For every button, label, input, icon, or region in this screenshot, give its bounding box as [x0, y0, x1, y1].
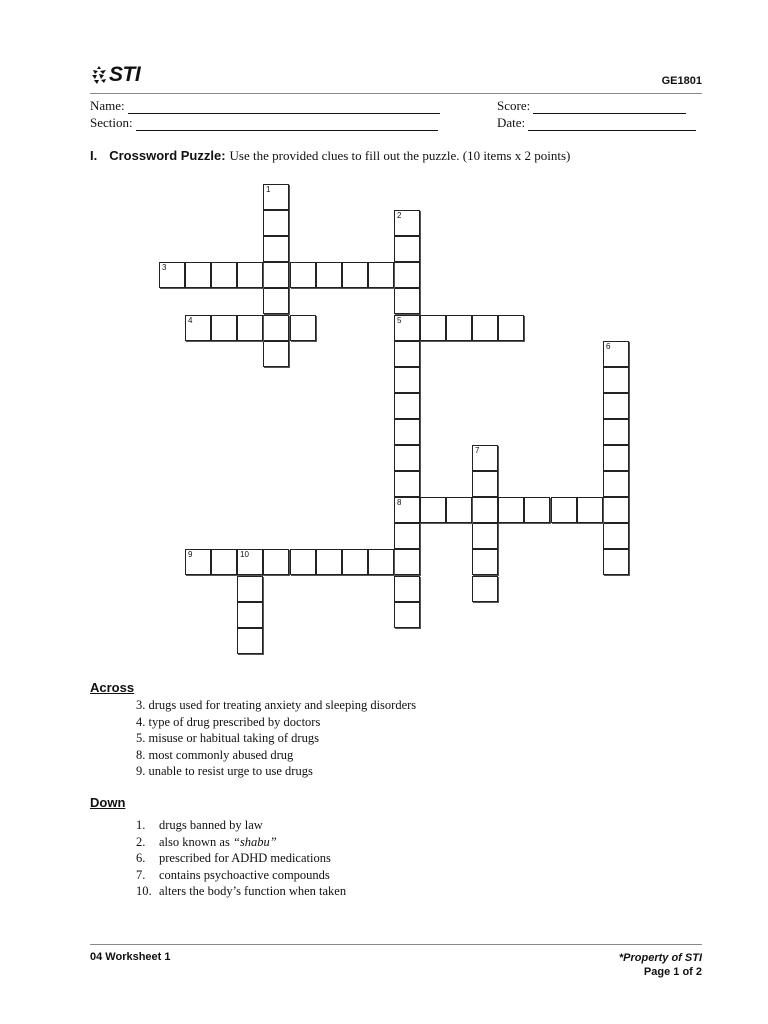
crossword-cell[interactable]: [551, 497, 577, 523]
crossword-cell[interactable]: [394, 236, 420, 262]
clue-number: 6: [606, 342, 611, 351]
clue-number: 8: [397, 498, 402, 507]
score-label: Score:: [497, 98, 531, 113]
crossword-cell[interactable]: [394, 393, 420, 419]
clue-number: 3: [162, 263, 167, 272]
crossword-cell[interactable]: [237, 602, 263, 628]
crossword-cell[interactable]: [159, 262, 185, 288]
crossword-cell[interactable]: [472, 471, 498, 497]
crossword-cell[interactable]: [394, 262, 420, 288]
clue-number: 1: [266, 185, 271, 194]
crossword-cell[interactable]: [498, 497, 524, 523]
crossword-cell[interactable]: [237, 576, 263, 602]
crossword-cell[interactable]: [263, 210, 289, 236]
name-label: Name:: [90, 98, 125, 113]
clue-number: 7: [475, 446, 480, 455]
crossword-cell[interactable]: [185, 262, 211, 288]
crossword-cell[interactable]: [394, 523, 420, 549]
across-clue: 3. drugs used for treating anxiety and sleeping disorders: [136, 698, 417, 712]
crossword-cell[interactable]: [420, 497, 446, 523]
crossword-cell[interactable]: [263, 341, 289, 367]
crossword-cell[interactable]: [316, 549, 342, 575]
crossword-cell[interactable]: [290, 549, 316, 575]
crossword-cell[interactable]: [446, 497, 472, 523]
property-notice: *Property of STI: [618, 952, 702, 964]
crossword-cell[interactable]: [498, 315, 524, 341]
crossword-cell[interactable]: [342, 549, 368, 575]
down-clue-text: alters the body’s function when taken: [159, 884, 347, 898]
crossword-cell[interactable]: [368, 262, 394, 288]
part-instructions: Use the provided clues to fill out the puzzle. (10 items x 2 points): [229, 148, 571, 163]
across-clue: 8. most commonly abused drug: [136, 747, 294, 762]
worksheet-label: 04 Worksheet 1: [90, 951, 171, 963]
across-clue-list: [136, 697, 416, 780]
down-clue-number: 1.: [136, 818, 146, 832]
footer-divider: [90, 944, 702, 945]
crossword-cell[interactable]: [185, 549, 211, 575]
crossword-cell[interactable]: [472, 497, 498, 523]
crossword-cell[interactable]: [603, 419, 629, 445]
crossword-cell[interactable]: [524, 497, 550, 523]
crossword-cell[interactable]: [316, 262, 342, 288]
footer-right: [619, 951, 702, 979]
crossword-cell[interactable]: [394, 419, 420, 445]
down-clue-text: contains psychoactive compounds: [159, 867, 330, 882]
crossword-cell[interactable]: [263, 288, 289, 314]
crossword-cell[interactable]: [577, 497, 603, 523]
crossword-cell[interactable]: [290, 315, 316, 341]
part-heading: Crossword Puzzle:: [109, 148, 226, 163]
crossword-cell[interactable]: [603, 497, 629, 523]
clue-number: 5: [397, 316, 402, 325]
down-clue: [136, 850, 346, 867]
section-label: Section:: [90, 115, 133, 130]
down-clue-number: 6.: [136, 851, 146, 865]
down-clue-italic: “shabu”: [232, 834, 277, 849]
crossword-cell[interactable]: [237, 315, 263, 341]
crossword-cell[interactable]: [472, 315, 498, 341]
crossword-cell[interactable]: [394, 210, 420, 236]
crossword-cell[interactable]: [394, 576, 420, 602]
crossword-cell[interactable]: [211, 315, 237, 341]
crossword-cell[interactable]: [394, 471, 420, 497]
down-clue-text: also known as: [159, 834, 233, 849]
down-clue-text: drugs banned by law: [159, 818, 263, 832]
page-number: Page 1 of 2: [643, 966, 702, 978]
crossword-cell[interactable]: [394, 315, 420, 341]
clue-number: 2: [397, 211, 402, 220]
crossword-cell[interactable]: [185, 315, 211, 341]
crossword-cell[interactable]: [211, 549, 237, 575]
crossword-cell[interactable]: [263, 262, 289, 288]
crossword-cell[interactable]: [603, 367, 629, 393]
crossword-cell[interactable]: [603, 393, 629, 419]
crossword-cell[interactable]: [342, 262, 368, 288]
across-clue: 9. unable to resist urge to use drugs: [136, 764, 313, 778]
crossword-cell[interactable]: [394, 549, 420, 575]
crossword-cell[interactable]: [603, 341, 629, 367]
crossword-cell[interactable]: [394, 602, 420, 628]
crossword-cell[interactable]: [394, 445, 420, 471]
down-clue: [136, 834, 346, 851]
crossword-cell[interactable]: [446, 315, 472, 341]
crossword-cell[interactable]: [237, 628, 263, 654]
crossword-cell[interactable]: [420, 315, 446, 341]
date-label: Date:: [497, 115, 526, 130]
crossword-cell[interactable]: [603, 445, 629, 471]
crossword-cell[interactable]: [394, 341, 420, 367]
crossword-cell[interactable]: [263, 315, 289, 341]
logo-text: STI: [109, 63, 141, 86]
crossword-cell[interactable]: [237, 262, 263, 288]
crossword-cell[interactable]: [603, 523, 629, 549]
down-clue-list: [136, 817, 346, 900]
course-code: GE1801: [661, 75, 702, 87]
crossword-cell[interactable]: [472, 445, 498, 471]
crossword-cell[interactable]: [394, 497, 420, 523]
crossword-cell[interactable]: [394, 288, 420, 314]
crossword-cell[interactable]: [263, 184, 289, 210]
down-clue-number: 7.: [136, 867, 146, 882]
across-clue: 5. misuse or habitual taking of drugs: [136, 731, 319, 745]
crossword-cell[interactable]: [237, 549, 263, 575]
crossword-cell[interactable]: [368, 549, 394, 575]
crossword-cell[interactable]: [263, 549, 289, 575]
down-clue-number: 10.: [136, 884, 152, 898]
clue-number: 9: [188, 550, 193, 559]
crossword-cell[interactable]: [603, 549, 629, 575]
clue-number: 4: [188, 316, 193, 325]
clue-number: 10: [240, 550, 249, 559]
down-clue: [136, 867, 346, 884]
across-heading: Across: [90, 680, 135, 695]
crossword-cell[interactable]: [603, 471, 629, 497]
crossword-cell[interactable]: [290, 262, 316, 288]
crossword-cell[interactable]: [472, 523, 498, 549]
down-clue: [136, 817, 346, 834]
down-clue-text: prescribed for ADHD medications: [159, 851, 331, 865]
down-clue-number: 2.: [136, 834, 146, 849]
down-heading: Down: [90, 795, 126, 810]
crossword-cell[interactable]: [472, 549, 498, 575]
across-clue: 4. type of drug prescribed by doctors: [136, 714, 321, 729]
part-number: I.: [90, 148, 98, 163]
crossword-cell[interactable]: [263, 236, 289, 262]
crossword-cell[interactable]: [472, 576, 498, 602]
crossword-cell[interactable]: [394, 367, 420, 393]
crossword-cell[interactable]: [211, 262, 237, 288]
down-clue: [136, 883, 346, 900]
